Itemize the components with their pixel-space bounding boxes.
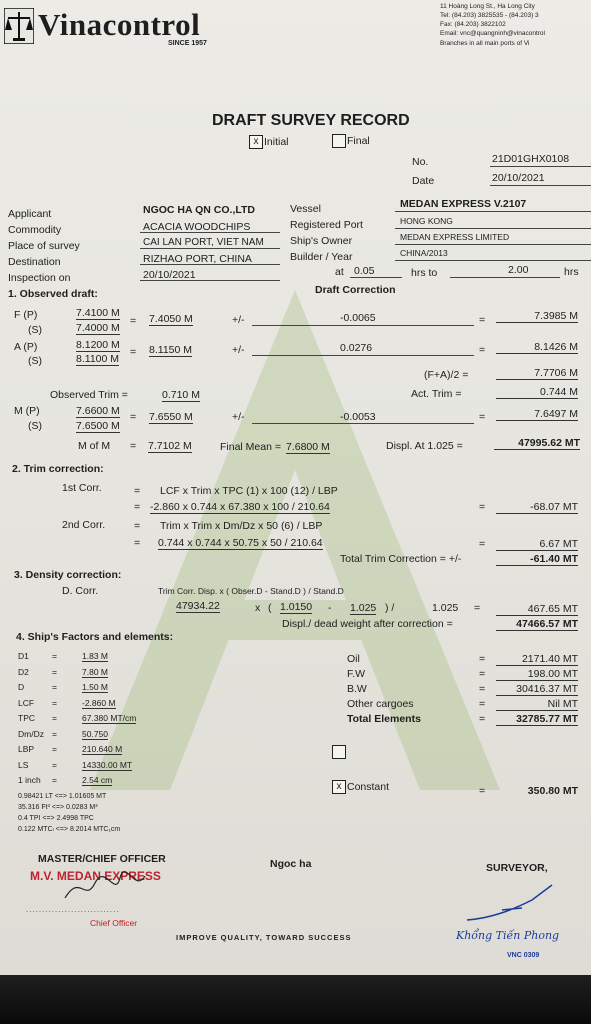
obs-trim-label: Observed Trim =	[50, 389, 128, 401]
fp-label: F (P)	[14, 309, 38, 321]
density-minus: -	[328, 602, 332, 614]
factor-key: D2	[18, 666, 29, 677]
density-eq: =	[474, 602, 481, 614]
total-trim-value: -61.40 MT	[496, 553, 578, 566]
density-result: 467.65 MT	[496, 603, 578, 616]
middle-name: Ngoc ha	[270, 858, 312, 870]
inspection-label: Inspection on	[8, 272, 71, 284]
density-close: ) /	[385, 602, 395, 614]
destination-label: Destination	[8, 256, 61, 268]
conversion-line: 35.316 Ft³ <=> 0.0283 M³	[18, 804, 98, 811]
factor-eq: =	[52, 651, 57, 661]
element-eq: =	[479, 698, 486, 710]
factor-value: 7.80 M	[82, 666, 108, 677]
company-address: 11 Hoàng Long St., Ha Long City	[440, 3, 535, 10]
std-density: 1.025	[350, 602, 377, 614]
vessel-stamp: M.V. MEDAN EXPRESS	[30, 869, 161, 883]
constant-eq: =	[479, 785, 486, 797]
hrs-to-value: 2.00	[508, 264, 529, 276]
initial-label: Initial	[264, 136, 289, 148]
c1-values: -2.860 x 0.744 x 67.380 x 100 / 210.64	[150, 501, 330, 513]
element-key: Other cargoes	[347, 698, 414, 710]
act-trim-value: 0.744 M	[496, 386, 578, 399]
chief-officer-dots: .............................	[26, 905, 120, 914]
factor-value: 1.50 M	[82, 682, 108, 692]
f-eq2: =	[479, 314, 486, 326]
element-eq: =	[479, 668, 486, 680]
date-label: Date	[412, 175, 435, 187]
element-key: B.W	[347, 683, 367, 695]
inspection-value: 20/10/2021	[143, 269, 196, 281]
a-eq2: =	[479, 344, 486, 356]
commodity-label: Commodity	[8, 224, 62, 236]
element-key: Total Elements	[347, 713, 421, 725]
company-fax: Fax: (84.203) 3822102	[440, 21, 506, 28]
mofm-eq: =	[130, 440, 137, 452]
final-mean-label: Final Mean =	[220, 441, 281, 453]
date-value: 20/10/2021	[492, 172, 545, 184]
a-mean: 8.1150 M	[149, 344, 192, 356]
at-value: 0.05	[354, 265, 375, 277]
c1-eq-row2: =	[134, 501, 141, 513]
owner-label: Ship's Owner	[290, 235, 353, 247]
no-label: No.	[412, 156, 429, 168]
no-value: 21D01GHX0108	[492, 153, 570, 165]
f-pm: +/-	[232, 314, 245, 326]
element-key: F.W	[347, 668, 366, 680]
company-tel: Tel: (84.203) 3825535 - (84.203) 3	[440, 12, 539, 19]
page-title: DRAFT SURVEY RECORD	[212, 112, 410, 129]
a-starboard: 8.1100 M	[76, 353, 119, 365]
as-label: (S)	[28, 355, 42, 367]
ap-label: A (P)	[14, 341, 38, 353]
a-corr: 0.0276	[340, 342, 373, 354]
owner-value: MEDAN EXPRESS LIMITED	[400, 232, 510, 242]
factor-key: LBP	[18, 744, 35, 754]
factor-value: 1.83 M	[82, 651, 108, 661]
factor-eq: =	[52, 744, 57, 754]
at-label: at	[335, 266, 344, 278]
c2-result: 6.67 MT	[496, 538, 578, 551]
applicant-value: NGOC HA QN CO.,LTD	[143, 204, 255, 216]
c1-label: 1st Corr.	[62, 482, 102, 494]
factor-value: 210.640 M	[82, 744, 123, 754]
f-corr: -0.0065	[340, 312, 376, 324]
mp-label: M (P)	[14, 405, 40, 417]
vinacontrol-logo-icon	[4, 8, 34, 44]
section3-title: 3. Density correction:	[14, 569, 122, 581]
factor-eq: =	[52, 666, 57, 677]
obs-density: 1.0150	[280, 601, 313, 613]
displ-value: 47995.62 MT	[494, 437, 580, 450]
trim-corr-disp: 47934.22	[176, 600, 220, 612]
fa2-value: 7.7706 M	[496, 367, 578, 380]
company-email: Email: vnc@quangninh@vinacontrol	[440, 30, 545, 37]
company-branches: Branches in all main ports of Vi	[440, 40, 530, 47]
m-result: 7.6497 M	[496, 408, 578, 421]
element-value: 32785.77 MT	[496, 713, 578, 726]
hrs-label: hrs	[564, 266, 579, 278]
fa2-label: (F+A)/2 =	[424, 369, 469, 381]
initial-checkbox[interactable]: x	[249, 135, 263, 149]
c2-label: 2nd Corr.	[62, 519, 106, 531]
reg-port-value: HONG KONG	[400, 216, 453, 226]
factor-value: 2.54 cm	[82, 775, 113, 785]
master-signature	[60, 868, 150, 908]
company-since: SINCE 1957	[168, 40, 207, 47]
final-mean-value: 7.6800 M	[286, 441, 330, 453]
factor-eq: =	[52, 728, 57, 739]
surveyor-code: VNC 0309	[507, 952, 540, 959]
m-starboard: 7.6500 M	[76, 420, 120, 432]
f-result: 7.3985 M	[496, 310, 578, 323]
factor-key: LS	[18, 759, 29, 770]
act-trim-label: Act. Trim =	[411, 388, 462, 400]
section4-title: 4. Ship's Factors and elements:	[16, 631, 174, 643]
surveyor-name: Khổng Tiến Phong	[456, 929, 560, 942]
density-x: x	[255, 602, 261, 614]
place-value: CAI LAN PORT, VIET NAM	[143, 237, 264, 248]
c2-eq-res: =	[479, 538, 486, 550]
company-name: Vinacontrol	[38, 7, 201, 42]
builder-value: CHINA/2013	[400, 248, 448, 258]
section1-title: 1. Observed draft:	[8, 288, 98, 300]
commodity-value: ACACIA WOODCHIPS	[143, 221, 251, 233]
f-port: 7.4100 M	[76, 307, 120, 319]
factor-key: D	[18, 682, 25, 692]
factor-eq: =	[52, 682, 57, 692]
after-correction-value: 47466.57 MT	[496, 618, 578, 631]
element-eq: =	[479, 653, 486, 665]
final-checkbox[interactable]	[332, 134, 346, 148]
factor-key: TPC	[18, 713, 35, 723]
factor-eq: =	[52, 775, 57, 785]
c2-header: Trim x Trim x Dm/Dz x 50 (6) / LBP	[160, 520, 323, 532]
factor-eq: =	[52, 713, 57, 723]
factor-value: 50.750	[82, 728, 108, 739]
section2-title: 2. Trim correction:	[12, 463, 104, 475]
conversion-line: 0.4 TPI <=> 2.4998 TPC	[18, 815, 94, 822]
density-formula: Trim Corr. Disp. x ( Obser.D - Stand.D ) / Stand.D	[158, 586, 344, 596]
applicant-label: Applicant	[8, 208, 52, 220]
m-eq: =	[130, 411, 137, 423]
element-value: 30416.37 MT	[496, 683, 578, 696]
a-pm: +/-	[232, 344, 245, 356]
factor-eq: =	[52, 697, 57, 708]
constant-checkbox[interactable]: x	[332, 780, 346, 794]
c1-result: -68.07 MT	[496, 501, 578, 514]
hrs-to-label: hrs to	[411, 267, 438, 279]
surveyor-label: SURVEYOR,	[486, 862, 548, 874]
conversion-line: 0.122 MTCₗ <=> 8.2014 MTC₁cm	[18, 826, 121, 833]
m-mean: 7.6550 M	[149, 411, 193, 423]
dcorr-label: D. Corr.	[62, 585, 99, 597]
final-label: Final	[347, 135, 370, 147]
factor-key: LCF	[18, 697, 35, 708]
conversion-line: 0.98421 LT <=> 1.01605 MT	[18, 793, 107, 800]
factor-key: D1	[18, 651, 29, 661]
slogan: IMPROVE QUALITY, TOWARD SUCCESS	[176, 933, 352, 942]
total-trim-label: Total Trim Correction = +/-	[340, 553, 462, 565]
factor-eq: =	[52, 759, 57, 770]
c1-eq: =	[134, 485, 141, 497]
factor-value: 14330.00 MT	[82, 759, 133, 770]
std-density-2: 1.025	[432, 602, 459, 614]
element-value: 2171.40 MT	[496, 653, 578, 666]
f-mean: 7.4050 M	[149, 313, 193, 325]
reg-port-label: Registered Port	[290, 219, 363, 231]
constant-label: Constant	[347, 781, 390, 793]
a-eq: =	[130, 346, 137, 358]
m-pm: +/-	[232, 411, 245, 423]
constant-value: 350.80 MT	[527, 785, 578, 797]
obs-trim-value: 0.710 M	[162, 389, 200, 401]
element-value: 198.00 MT	[496, 668, 578, 681]
place-label: Place of survey	[8, 240, 80, 252]
c1-eq-res: =	[479, 501, 486, 513]
vessel-label: Vessel	[290, 203, 321, 215]
element-eq: =	[479, 713, 486, 725]
factor-key: Dm/Dz	[18, 728, 44, 739]
f-starboard: 7.4000 M	[76, 322, 120, 334]
c2-eq-row2: =	[134, 537, 141, 549]
f-eq: =	[130, 315, 137, 327]
factor-value: 67.380 MT/cm	[82, 713, 137, 723]
destination-value: RIZHAO PORT, CHINA	[143, 253, 252, 265]
m-port: 7.6600 M	[76, 405, 120, 417]
factor-key: 1 inch	[18, 775, 41, 785]
element-eq: =	[479, 683, 486, 695]
mofm-label: M of M	[78, 440, 111, 452]
background-desk	[0, 975, 591, 1024]
master-label: MASTER/CHIEF OFFICER	[38, 853, 166, 865]
density-paren: (	[268, 602, 272, 614]
m-corr: -0.0053	[340, 411, 376, 423]
mofm-value: 7.7102 M	[148, 440, 192, 452]
draft-correction-title: Draft Correction	[315, 284, 396, 296]
m-eq2: =	[479, 411, 486, 423]
a-port: 8.1200 M	[76, 339, 120, 351]
vessel-value: MEDAN EXPRESS V.2107	[400, 198, 527, 210]
a-result: 8.1426 M	[496, 341, 578, 354]
c2-values: 0.744 x 0.744 x 50.75 x 50 / 210.64	[158, 537, 323, 549]
element-key: Oil	[347, 653, 360, 665]
displ-label: Displ. At 1.025 =	[386, 440, 463, 452]
c2-eq: =	[134, 520, 141, 532]
factor-value: -2.860 M	[82, 697, 116, 708]
fs-label: (S)	[28, 324, 42, 336]
element-value: Nil MT	[496, 698, 578, 711]
builder-label: Builder / Year	[290, 251, 353, 263]
after-correction-label: Displ./ dead weight after correction =	[282, 618, 453, 630]
chief-officer-label: Chief Officer	[90, 918, 138, 928]
empty-checkbox[interactable]	[332, 745, 346, 759]
ms-label: (S)	[28, 420, 42, 432]
c1-header: LCF x Trim x TPC (1) x 100 (12) / LBP	[160, 485, 338, 497]
surveyor-signature	[462, 880, 562, 930]
